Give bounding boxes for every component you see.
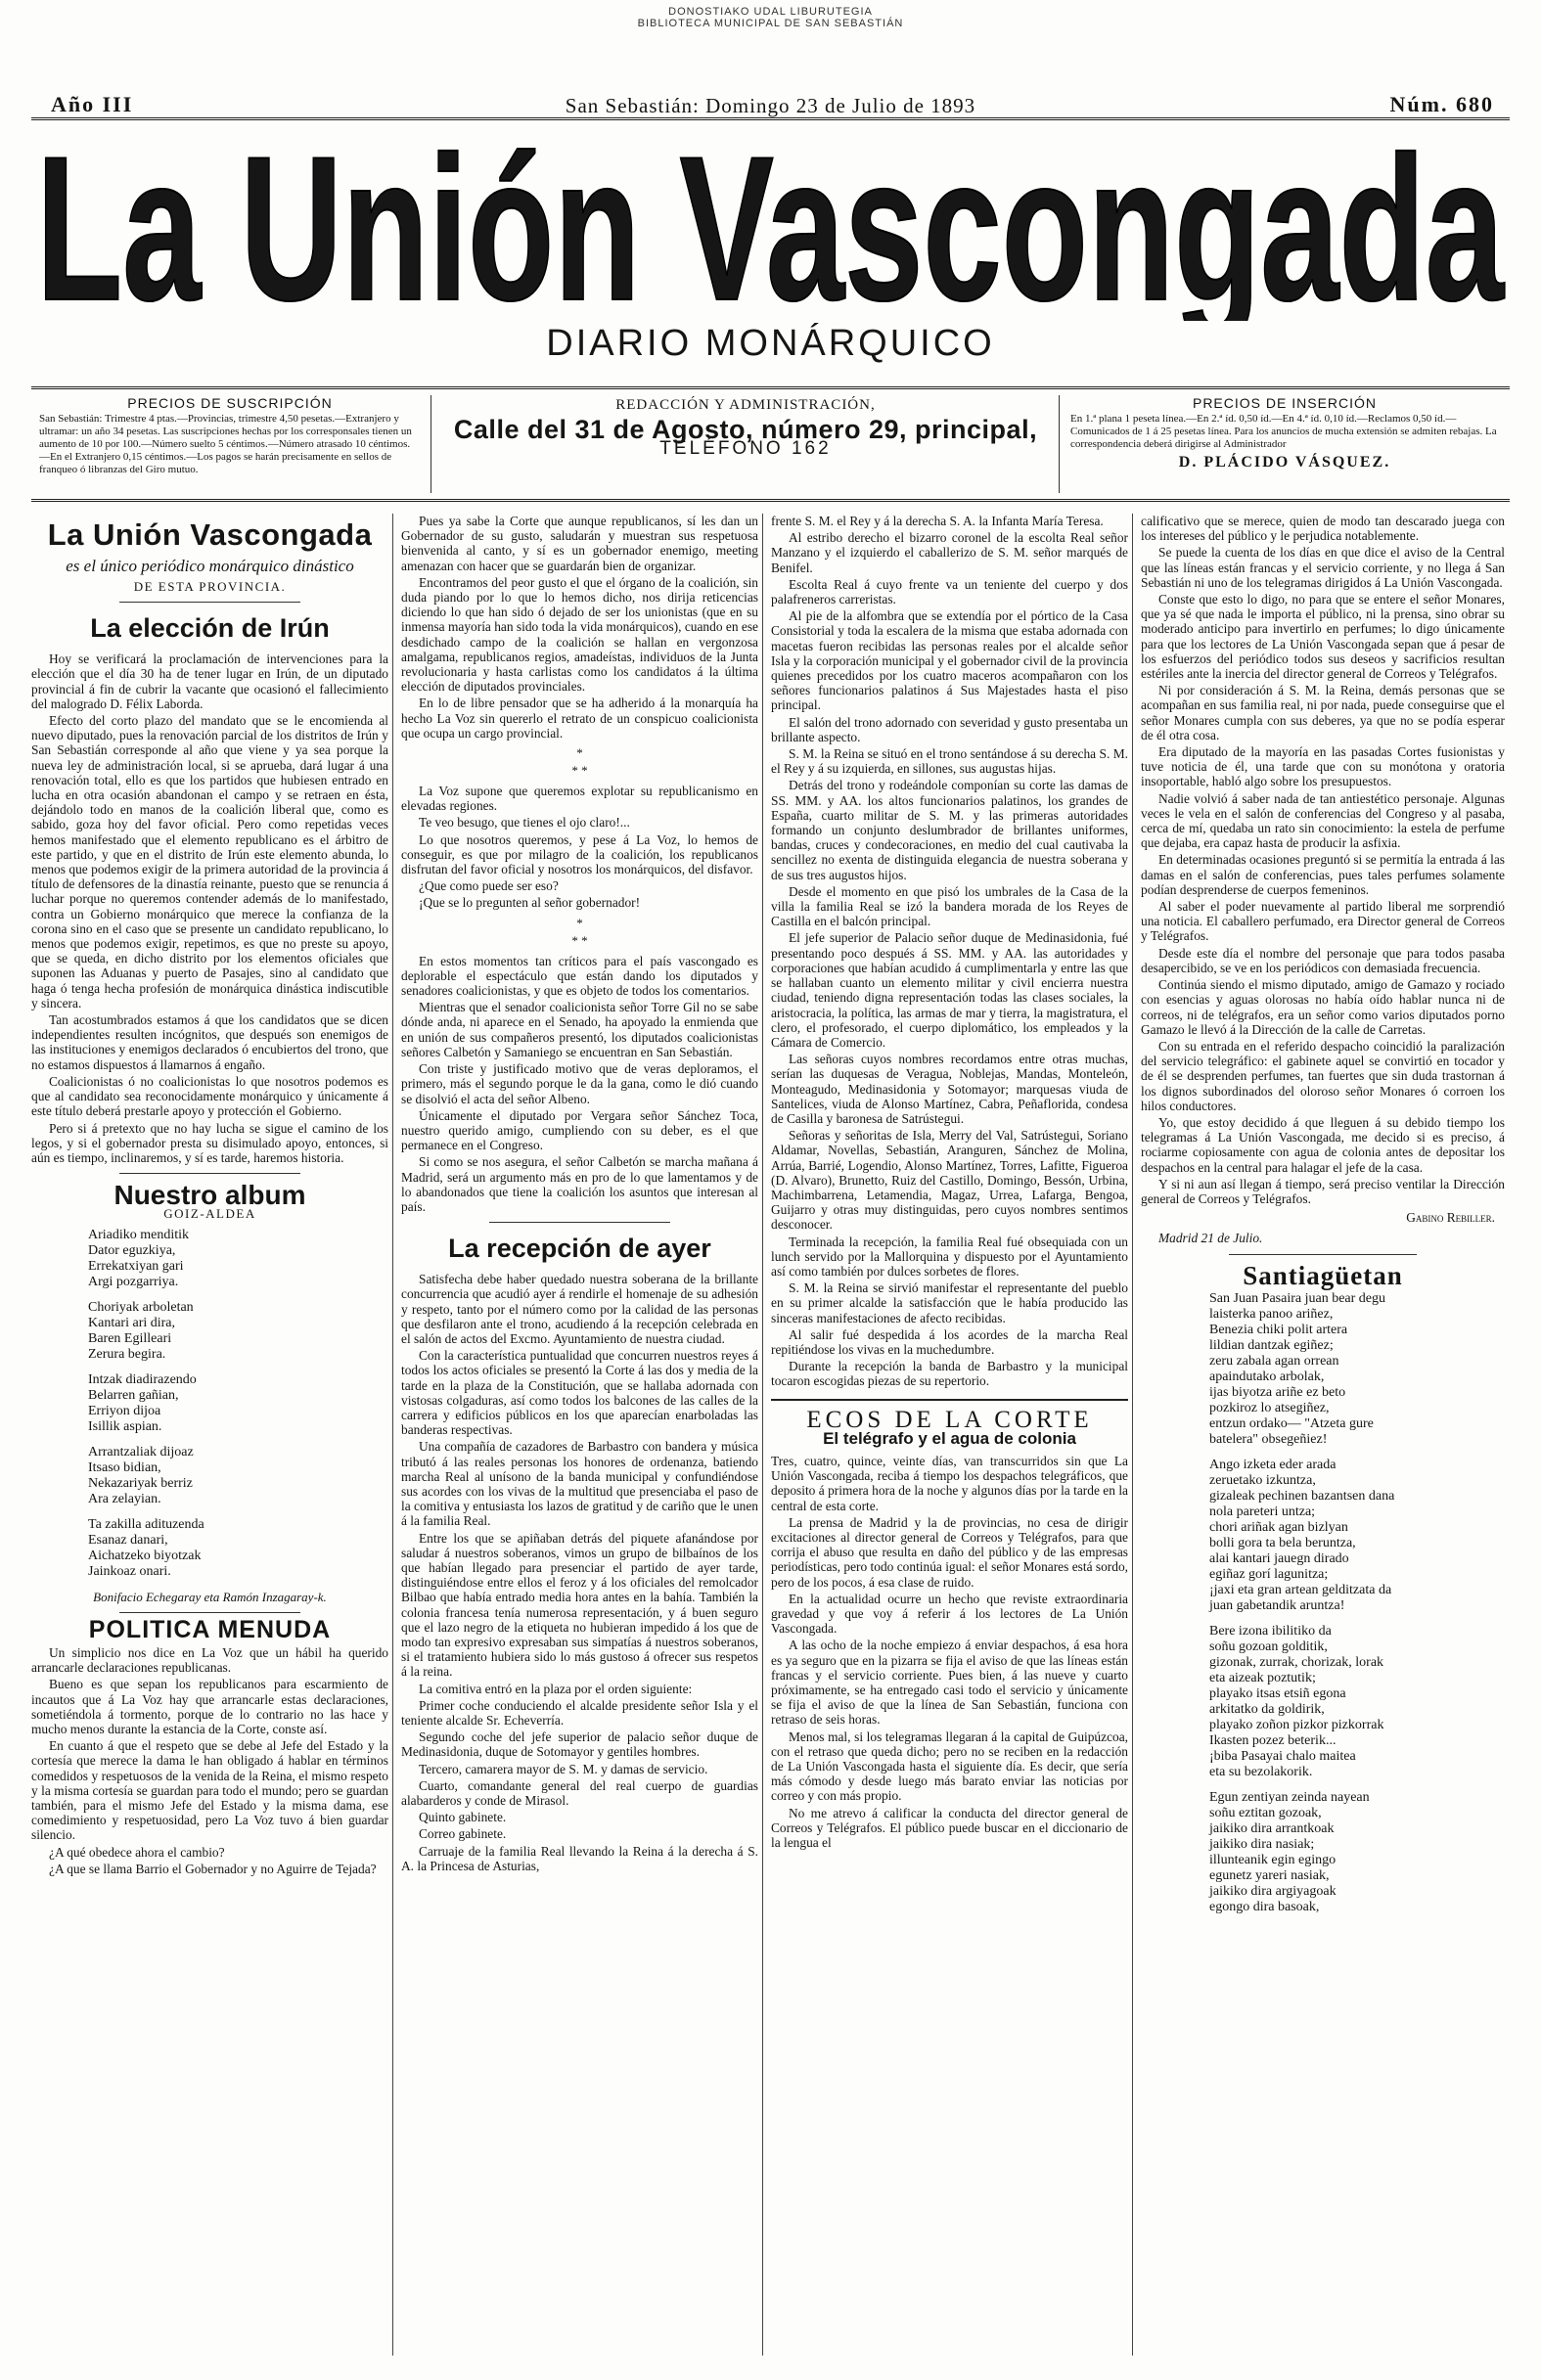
poem-line: egunetz yareri nasiak, bbox=[1209, 1867, 1330, 1883]
poem-line: Dator eguzkiya, bbox=[88, 1242, 176, 1258]
administration-phone: TELÉFONO 162 bbox=[659, 438, 832, 459]
paragraph: En determinadas ocasiones preguntó si se permitía la entrada á las damas en el salón de conferencias, pues tales perfumes solamente podían desprenderse de cuerpos femeninos. bbox=[1141, 852, 1505, 897]
poem-line: zeruetako izkuntza, bbox=[1209, 1472, 1316, 1488]
paragraph: Pues ya sabe la Corte que aunque republicanos, sí les dan un Gobernador de su gusto, saludarán y muestran sus respetuosa bienvenida al canto, y sí es un gobernador enemigo, meeting amenazan con hacer que se guardarán bien de organizar. bbox=[401, 514, 758, 573]
divider bbox=[119, 1612, 300, 1613]
paragraph: A las ocho de la noche empiezo á enviar despachos, á esa hora es ya seguro que en la pizarra se fija el aviso de que las líneas están francas y el servicio corriente. Pues bien, á las nueve y cuarto próximamente, se ha entregado casi todo el servicio y únicamente se fija el aviso de que la línea de San Sebastián, funciona con retraso de seis horas. bbox=[771, 1638, 1128, 1728]
poem-line: Choriyak arboletan bbox=[88, 1299, 194, 1315]
article-telegrafo-continued bbox=[1141, 514, 1505, 1206]
administration-heading: REDACCIÓN Y ADMINISTRACIÓN, bbox=[615, 397, 876, 413]
paragraph: Señoras y señoritas de Isla, Merry del Val, Satrústegui, Soriano Aldamar, Novellas, Sebastián, Aranguren, Sánchez de Molina, Arrúa, Barrié, Logendio, Alonso Martínez, Torres, Lafitte, Figueroa (D. Alvaro), Brunetto, Ruiz del Castillo, Domingo, Bessón, Urbina, Machimbarrena, Letamendia, Magaz, Urrea, Lafarga, Bengoa, Guijarro y otras muy distinguidas, pero cuyos nombres sentimos desconocer. bbox=[771, 1128, 1128, 1233]
article-politica-continued bbox=[401, 514, 758, 741]
insertion-text: En 1.ª plana 1 peseta línea.—En 2.ª íd. 0,50 íd.—En 4.ª íd. 0,10 íd.—Reclamos 0,50 íd.—Comunicados de 1 á 25 pesetas línea. Para los anuncios de mucha extensión se admiten rebajas. La correspondencia deberá dirigirse al Administrador bbox=[1070, 413, 1497, 450]
paragraph: En la actualidad ocurre un hecho que reviste extraordinaria gravedad y que voy á referir á los lectores de La Unión Vascongada. bbox=[771, 1591, 1128, 1637]
paragraph: Hoy se verificará la proclamación de intervenciones para la elección que el día 30 ha de tener lugar en Irún, de un diputado provincial á fin de cubrir la vacante que ocasionó el fallecimiento del malogrado D. Félix Laborda. bbox=[31, 651, 388, 711]
poem-line: Zerura begira. bbox=[88, 1346, 166, 1362]
poem-stanza bbox=[1209, 1624, 1505, 1780]
subscription-text: San Sebastián: Trimestre 4 ptas.—Provincias, trimestre 4,50 pesetas.—Extranjero y ultramar: un año 34 pesetas. Las suscripciones hechas por los corresponsales tienen un aumento de 10 por 100.—Número suelto 5 céntimos.—Número atrasado 10 céntimos.—En el Extranjero 0,15 céntimos.—Los pagos se harán precisamente en sellos de franqueo ó libranzas del Giro mutuo. bbox=[39, 413, 412, 475]
column-2 bbox=[401, 514, 758, 2356]
paragraph: Tan acostumbrados estamos á que los candidatos que se dicen independientes resulten incógnitos, que después son enemigos de las instituciones y enemigos declarados ó encubiertos del trono, que no estamos dispuestos á llamarnos á engaño. bbox=[31, 1012, 388, 1072]
divider bbox=[489, 1222, 670, 1223]
paragraph: Se puede la cuenta de los días en que dice el aviso de la Central que las líneas están francas y el servicio corriente, y no llega á San Sebastián ni uno de los telegramas dirigidos á La Unión Vascongada. bbox=[1141, 545, 1505, 590]
paragraph: Con la característica puntualidad que concurren nuestros reyes á todos los actos oficiales se presentó la Corte á las dos y media de la tarde en la plaza de la Constitución, que se hallaba adornada con vistosas colgaduras, así como todos los balcones de las calles de la carrera y edificios públicos en los que aparecían enarboladas las banderas respectivas. bbox=[401, 1348, 758, 1438]
paragraph: ¿Que como puede ser eso? bbox=[419, 878, 559, 894]
poem-stanza bbox=[88, 1372, 388, 1435]
paragraph: Desde el momento en que pisó los umbrales de la Casa de la villa la familia Real se izó la bandera morada de los Reyes de Castilla en el balcón principal. bbox=[771, 883, 1128, 929]
paragraph: Detrás del trono y rodeándole componían su corte las damas de SS. MM. y AA. los altos funcionarios palatinos, los grandes de España, cuarto militar de S. M. y las primeras autoridades formando un conjunto deslumbrador de brillantes uniformes, bandas, cruces y condecoraciones, en medio del cual cautivaba la sencillez no exenta de distinguida elegancia de nuestra soberana y de sus tres augustos hijos. bbox=[771, 778, 1128, 882]
article-politica-continued-2 bbox=[401, 784, 758, 911]
poem-line: pozkiroz lo atsegiñez, bbox=[1209, 1400, 1330, 1415]
paragraph: Con su entrada en el referido despacho coincidió la paralización del servicio telegráfico: el gabinete aquel se convirtió en tocador y de él se desprenden perfumes, tan fuertes que sin duda trastornan á los dignos subordinados del oloroso señor Monares ó corroen los hilos conductores. bbox=[1141, 1038, 1505, 1113]
insertion-agent: D. PLÁCIDO VÁSQUEZ. bbox=[1178, 454, 1391, 471]
paragraph: La Voz supone que queremos explotar su republicanismo en elevadas regiones. bbox=[401, 784, 758, 814]
poem-stanza bbox=[88, 1228, 388, 1290]
poem-line: playako zoñon pizkor pizkorrak bbox=[1209, 1717, 1384, 1732]
paragraph: ¿A qué obedece ahora el cambio? bbox=[49, 1844, 225, 1860]
poem-line: ¡jaxi eta gran artean gelditzata da bbox=[1209, 1582, 1392, 1597]
paragraph: ¡Que se lo pregunten al señor gobernador! bbox=[419, 895, 641, 911]
poem-line: egiñaz gorí lagunitza; bbox=[1209, 1566, 1329, 1582]
divider bbox=[119, 1173, 300, 1174]
poem-line: bolli gora ta bela beruntza, bbox=[1209, 1535, 1356, 1550]
paragraph: Quinto gabinete. bbox=[419, 1810, 507, 1825]
paragraph: Si como se nos asegura, el señor Calbetón se marcha mañana á Madrid, será un argumento más en pro de lo que lamentamos y de lo abandonados que tiene la coalición los asuntos que interesan al país. bbox=[401, 1154, 758, 1214]
poem-album bbox=[31, 1228, 388, 1580]
poem-line: Ango izketa eder arada bbox=[1209, 1457, 1337, 1472]
paragraph: Tercero, camarera mayor de S. M. y damas de servicio. bbox=[419, 1761, 708, 1776]
info-divider bbox=[1059, 395, 1060, 493]
column-rule bbox=[392, 514, 393, 2356]
subscription-heading: PRECIOS DE SUSCRIPCIÓN bbox=[127, 395, 333, 411]
divider bbox=[771, 1399, 1128, 1401]
paragraph: Al pie de la alfombra que se extendía por el pórtico de la Casa Consistorial y toda la escalera de la misma que estaba adornada con macetas fueron recibidas las personas reales por el alcalde señor Isla y la corporación municipal y el gobernador civil de la provincia quienes precedidos por los cuatro maceros acompañaron con los señores funcionarios palatinos á Sus Majestades hasta el piso principal. bbox=[771, 608, 1128, 713]
divider bbox=[119, 602, 300, 603]
poem-line: Intzak diadirazendo bbox=[88, 1371, 197, 1387]
poem-line: Itsaso bidian, bbox=[88, 1459, 161, 1475]
article-telegrafo-body bbox=[771, 1454, 1128, 1850]
paragraph: La prensa de Madrid y la de provincias, no cesa de dirigir excitaciones al director general de Correos y Telégrafos, para que corrija el abuso que resulta en daño del público y de las empresas periodísticas, pero todo continúa igual: el señor Monares está sordo, pero de los pocos, á esa clase de ruido. bbox=[771, 1514, 1128, 1590]
paragraph: En lo de libre pensador que se ha adherido á la monarquía ha hecho La Voz sin quererlo el retrato de un conspicuo coalicionista que ocupa un cargo provincial. bbox=[401, 696, 758, 741]
poem-line: Isillik aspian. bbox=[88, 1418, 162, 1434]
poem-line: playako itsas etsiñ egona bbox=[1209, 1685, 1346, 1701]
section-stars: * * * bbox=[571, 915, 588, 948]
paragraph: Era diputado de la mayoría en las pasadas Cortes fusionistas y tuve noticia de él, una tarde que con su monótona y oratoria insoportable, habló algo sobre los presupuestos. bbox=[1141, 744, 1505, 789]
paragraph: En estos momentos tan críticos para el país vascongado es deplorable el espectáculo que están dando los diputados y senadores coalicionistas, y que es objeto de todos los comentarios. bbox=[401, 953, 758, 999]
poem-line: Kantari ari dira, bbox=[88, 1315, 176, 1330]
poem-title-santiaguetan: Santiagüetan bbox=[1243, 1260, 1403, 1290]
poem-stanza bbox=[1209, 1790, 1505, 1915]
paragraph: El jefe superior de Palacio señor duque de Medinasidonia, fué presentando poco después á SS. MM. y AA. las autoridades y corporaciones que habían acudido á cumplimentarla y entre las que se hallaban cuanto un elemento militar y civil encierra nuestra ciudad, teniendo digna representación todas las clases sociales, la aristocracia, la política, las armas de mar y tierra, la magistratura, el clero, el profesorado, el cuerpo diplomático, los empleados y la Cámara de Comercio. bbox=[771, 930, 1128, 1050]
paragraph: Y si ni aun así llegan á tiempo, será preciso ventilar la Dirección general de Correos y Telégrafos. bbox=[1141, 1176, 1505, 1206]
banner-subtitle: es el único periódico monárquico dinástico bbox=[66, 557, 354, 575]
article-reception-body bbox=[401, 1272, 758, 1873]
paragraph: Yo, que estoy decidido á que lleguen á su debido tiempo los telegramas á La Unión Vascongada, me decido si es preciso, á rociarme copiosamente con agua de colonia antes de depositar los despachos en la central para halagar el jefe de la casa. bbox=[1141, 1114, 1505, 1175]
poem-line: Arrantzaliak dijoaz bbox=[88, 1444, 194, 1459]
administration-address: Calle del 31 de Agosto, número 29, principal, bbox=[453, 415, 1038, 444]
poem-line: zeru zabala agan orrean bbox=[1209, 1353, 1339, 1369]
poem-santiaguetan bbox=[1141, 1291, 1505, 1915]
poem-line: chori ariñak agan bizlyan bbox=[1209, 1519, 1348, 1535]
paragraph: S. M. la Reina se situó en el trono sentándose á su derecha S. M. el Rey y á su izquierda, en sillones, sus augustas hijas. bbox=[771, 746, 1128, 777]
paragraph: Coalicionistas ó no coalicionistas lo que nosotros podemos es que al candidato sea reconocidamente monárquico y únicamente á este título deberá prestarle apoyo y protección el Gobierno. bbox=[31, 1073, 388, 1119]
poem-line: jaikiko dira argiyagoak bbox=[1209, 1883, 1337, 1899]
banner-caps: DE ESTA PROVINCIA. bbox=[133, 579, 287, 594]
paragraph: Efecto del corto plazo del mandato que se le encomienda al nuevo diputado, pues la renovación parcial de los distritos de Irún y San Sebastián corresponde al año que viene y ya sea porque la nueva ley de administración local, si se aprueba, dará lugar á una renovación total, ello es que los partidos que hubiesen entrado en lucha en otra ocasión abandonan el campo y se retraen en ésta, dejándolo todo en manos de la coalición liberal que, como es sabido, goza hoy del favor oficial. Pero como repetidas veces hemos manifestado que el elemento republicano es el árbitro de este partido, y que en el distrito de Irún este elemento abunda, lo menos que podemos exigir de la primera autoridad de la provincia á título de defensores de la dinastía reinante, puesto que se renuncia á luchar porque no queremos contender además de lo manifestado, contra un Gobierno monárquico que merece la confianza de la corona sino en el caso que se presente un candidato republicano, lo menos que podemos exigir, repetimos, es que no preste su apoyo, que se queda, en dicho distrito por los elementos oficiales que suponen las Aduanas y puerto de Pasajes, sino al candidato que haga ó tenga hecha profesión de monárquica dinástica indiscutible y sincera. bbox=[31, 713, 388, 1010]
poem-line: eta aizeak poztutik; bbox=[1209, 1670, 1316, 1685]
masthead-title: La Unión Vascongada bbox=[36, 125, 1506, 321]
column-rule bbox=[762, 514, 763, 2356]
library-stamp bbox=[0, 6, 1541, 29]
insertion-box bbox=[1070, 397, 1499, 469]
paragraph: Las señoras cuyos nombres recordamos entre otras muchas, serían las duquesas de Veragua, Noblejas, Mandas, Monteleón, Monteagudo, Medinasidonia y Sotomayor; marquesas viuda de Santelices, viuda de Alonso Martínez, Cabra, Peñaflorida, condesa de Casilla y baronesa de Satrústegui. bbox=[771, 1052, 1128, 1126]
poem-line: Egun zentiyan zeinda nayean bbox=[1209, 1789, 1370, 1805]
paragraph: Segundo coche del jefe superior de palacio señor duque de Medinasidonia, duque de Sotomayor y gentiles hombres. bbox=[401, 1729, 758, 1760]
poem-line: soñu gozoan golditik, bbox=[1209, 1639, 1328, 1654]
paragraph: Encontramos del peor gusto el que el órgano de la coalición, sin duda piando por lo que lo hemos dicho, nos dirija reticencias diciendo lo que han sido ó dejado de ser los unionistas (que en su inmensa mayoría han sido toda la vida monárquicos), cuando en ese desdichado campo de la coalición se hallan en vergonzosa amalgama, republicanos regios, amadeístas, individuos de la Junta revolucionaria y hasta carlistas como los candidatos á la última elección de diputados provinciales. bbox=[401, 574, 758, 695]
poem-line: Bere izona ibilitiko da bbox=[1209, 1623, 1332, 1639]
article-politica-continued-3 bbox=[401, 954, 758, 1214]
insertion-heading: PRECIOS DE INSERCIÓN bbox=[1192, 395, 1378, 411]
poem-signature: Bonifacio Echegaray eta Ramón Inzagaray-k. bbox=[93, 1589, 327, 1604]
article-dateline: Madrid 21 de Julio. bbox=[1158, 1231, 1263, 1246]
paragraph: Con triste y justificado motivo que de veras deploramos, el primero, más el segundo porque le da la gana, como le dió cuando se disolvió el acta del señor Albeno. bbox=[401, 1061, 758, 1106]
section-title-ecos: ECOS DE LA CORTE bbox=[806, 1406, 1093, 1433]
paragraph: Primer coche conduciendo el alcalde presidente señor Isla y el teniente alcalde Sr. Echeverría. bbox=[401, 1697, 758, 1729]
poem-line: entzun ordako— "Atzeta gure bbox=[1209, 1415, 1374, 1431]
paragraph: Mientras que el senador coalicionista señor Torre Gil no se sabe dónde anda, ni aparece en el Senado, ha apoyado la enmienda que en unión de sus compañeros presentó, los diputados coalicionistas señores Calbetón y Samaniego se encuentran en San Sebastián. bbox=[401, 1000, 758, 1059]
album-title: Nuestro album bbox=[113, 1180, 306, 1211]
poem-line: Jainkoaz onari. bbox=[88, 1563, 171, 1579]
library-stamp-line: DONOSTIAKO UDAL LIBURUTEGIA bbox=[668, 6, 873, 18]
poem-line: Benezia chiki polit artera bbox=[1209, 1322, 1348, 1337]
paragraph: Nadie volvió á saber nada de tan antiestético personaje. Algunas veces le vela en el salón de conferencias del Congreso y al pasaba, cerca de mí, quedaba un rato sin conocimiento: la estela de perfume que dejaba, era capaz hasta de producir la asfixia. bbox=[1141, 790, 1505, 851]
poem-line: gizonak, zurrak, chorizak, lorak bbox=[1209, 1654, 1384, 1670]
poem-line: Nekazariyak berriz bbox=[88, 1475, 193, 1491]
poem-line: Argi pozgarriya. bbox=[88, 1274, 179, 1289]
paragraph: frente S. M. el Rey y á la derecha S. A. la Infanta María Teresa. bbox=[771, 514, 1104, 528]
paragraph: Pero si á pretexto que no hay lucha se sigue el camino de los legos, y si el gobernador presta su disimulado apoyo, entonces, si aún es tiempo, inclinaremos, y sí es tarde, haremos historia. bbox=[31, 1120, 388, 1165]
poem-line: Ara zelayian. bbox=[88, 1491, 161, 1506]
paragraph: Satisfecha debe haber quedado nuestra soberana de la brillante concurrencia que acudió ayer á rendirle el homenaje de su adhesión y respeto, tanto por el número como por la calidad de las personas que desfilaron ante el trono, acudiendo á la recepción celebrada en el salón de actos del Excmo. Ayuntamiento de nuestra ciudad. bbox=[401, 1272, 758, 1346]
subscription-box bbox=[39, 397, 421, 476]
article-title-reception: La recepción de ayer bbox=[448, 1234, 711, 1264]
poem-line: laisterka panoo ariñez, bbox=[1209, 1306, 1334, 1322]
poem-line: apaindutako arbolak, bbox=[1209, 1369, 1325, 1384]
paragraph: Al salir fué despedida á los acordes de la marcha Real repitiéndose los vivas en la muchedumbre. bbox=[771, 1326, 1128, 1357]
article-title-election: La elección de Irún bbox=[90, 613, 330, 644]
poem-stanza bbox=[1209, 1291, 1505, 1448]
paragraph: Conste que esto lo digo, no para que se entere el señor Monares, que ya sé que nada le importa el público, ni la prensa, sino obrar su moderado anticipo para invertirlo en perfumes; lo digo únicamente para que los lectores de La Unión Vascongada sepan que á pesar de los esfuerzos del periódico todos sus deseos y sacrificios resultan estériles ante la inercia del director general de Correos y Telégrafos. bbox=[1141, 592, 1505, 682]
poem-line: juan gabetandik aruntza! bbox=[1209, 1597, 1345, 1613]
poem-line: Ta zakilla adituzenda bbox=[88, 1516, 204, 1532]
paragraph: Carruaje de la familia Real llevando la Reina á la derecha á S. A. la Princesa de Asturias, bbox=[401, 1843, 758, 1873]
paragraph: La comitiva entró en la plaza por el orden siguiente: bbox=[419, 1681, 693, 1696]
poem-line: jaikiko dira arrantkoak bbox=[1209, 1820, 1335, 1836]
poem-line: Erriyon dijoa bbox=[88, 1403, 161, 1418]
poem-stanza bbox=[88, 1300, 388, 1363]
library-stamp-line: BIBLIOTECA MUNICIPAL DE SAN SEBASTIÁN bbox=[637, 18, 904, 29]
place-date: San Sebastián: Domingo 23 de Julio de 1893 bbox=[565, 94, 976, 117]
poem-stanza bbox=[88, 1445, 388, 1507]
poem-line: ijas biyotza ariñe ez beto bbox=[1209, 1384, 1346, 1400]
paragraph: Continúa siendo el mismo diputado, amigo de Gamazo y rociado con esencias y aguas olorosas no había oído hablar nunca ni de correos, ni de telégrafos, era un señor como varios diputados porno Gamazo le llevó á la Dirección de la calle de Carretas. bbox=[1141, 977, 1505, 1037]
poem-line: Belarren gañian, bbox=[88, 1387, 179, 1403]
poem-line: Ikasten pozez beterik... bbox=[1209, 1732, 1337, 1748]
paragraph: Terminada la recepción, la familia Real fué obsequiada con un lunch servido por la Mallorquina y dispuesto por el Ayuntamiento así como también por dulces sorbetes de flores. bbox=[771, 1234, 1128, 1279]
poem-line: gizaleak pechinen bazantsen dana bbox=[1209, 1488, 1395, 1504]
article-title-telegrafo: El telégrafo y el agua de colonia bbox=[823, 1428, 1076, 1448]
paragraph: calificativo que se merece, quien de modo tan descarado juega con los intereses del público y le perjudica notablemente. bbox=[1141, 514, 1505, 544]
poem-stanza bbox=[1209, 1458, 1505, 1614]
article-politica-body bbox=[31, 1645, 388, 1876]
masthead-title-graphic bbox=[29, 125, 1512, 321]
paragraph: Ni por consideración á S. M. la Reina, demás personas que se acompañan en sus familia real, ni por nada, puede conseguirse que el señor Monares cumpla con sus deberes, ya que no se podía esperar de él otra cosa. bbox=[1141, 683, 1505, 742]
poem-line: batelera" obsegeñiez! bbox=[1209, 1431, 1328, 1447]
paragraph: Entre los que se apiñaban detrás del piquete afanándose por saludar á nuestros soberanos, vimos un grupo de bilbaínos de los que habían llegado para presenciar el partido de ayer tarde, distinguiéndose entre ellos el feroz y á los oficiales del remolcador Bilbao que había entrado media hora antes en la bahía. También la colonia francesa tenía numerosa representación, y á buen seguro que el lazo negro de la etiqueta no hubieran impedido á los que de modo tan expresivo expresaban sus simpatías á nuestros soberanos, si el tratamiento hubiera sido lo más gustoso á ofrecer sus respetos á la reina. bbox=[401, 1530, 758, 1680]
article-signature: Gabino Rebiller. bbox=[1406, 1210, 1495, 1226]
poem-line: nola pareteri untza; bbox=[1209, 1504, 1316, 1519]
article-reception-continued bbox=[771, 514, 1128, 1389]
paragraph: Te veo besugo, que tienes el ojo claro!... bbox=[419, 815, 630, 831]
paragraph: Únicamente el diputado por Vergara señor Sánchez Toca, nuestro querido amigo, cumpliendo con su deber, es el que permanece en el Congreso. bbox=[401, 1107, 758, 1153]
column-3 bbox=[771, 514, 1128, 2356]
divider bbox=[1229, 1254, 1417, 1255]
paragraph: Bueno es que sepan los republicanos para escarmiento de incautos que á La Voz hay que arrancarle estas declaraciones, sometiéndola á tormento, porque de lo contrario no las hace y mucho menos durante la estancia de la Corte, conste así. bbox=[31, 1677, 388, 1736]
paragraph: El salón del trono adornado con severidad y gusto presentaba un brillante aspecto. bbox=[771, 714, 1128, 744]
paragraph: Correo gabinete. bbox=[419, 1826, 507, 1842]
paragraph: Escolta Real á cuyo frente va un teniente del cuerpo y dos palafreneros carreristas. bbox=[771, 576, 1128, 607]
paragraph: Menos mal, si los telegramas llegaran á la capital de Guipúzcoa, con el retraso que queda dicho; pero no se reciben en la redacción de La Unión Vascongada hasta el siguiente día. Es decir, que sería más cómodo y desde luego más barato enviar las noticias por correo y con más propio. bbox=[771, 1729, 1128, 1804]
poem-line: lildian dantzak egiñez; bbox=[1209, 1337, 1334, 1353]
poem-line: Esanaz danari, bbox=[88, 1532, 168, 1548]
dateline-bar bbox=[31, 88, 1510, 120]
column-4 bbox=[1141, 514, 1505, 2356]
paragraph: Una compañía de cazadores de Barbastro con bandera y música tributó á las reales personas los honores de ordenanza, batiendo marcha Real al unísono de la banda municipal y confundiéndose sus acordes con los vivas de la multitud que presenciaba el paso de la comitiva y entusiasta los lazos de gratitud y de cariño que le unen á la familia Real. bbox=[401, 1439, 758, 1529]
poem-title: GOIZ-ALDEA bbox=[163, 1206, 256, 1222]
poem-line: arkitatko da goldirik, bbox=[1209, 1701, 1325, 1717]
poem-line: Errekatxiyan gari bbox=[88, 1258, 184, 1274]
paragraph: No me atrevo á calificar la conducta del director general de Correos y Telégrafos. El público puede buscar en el diccionario de la lengua el bbox=[771, 1805, 1128, 1851]
paragraph: Desde este día el nombre del personaje que para todos pasaba desapercibido, se ve en los periódicos con demasiada frecuencia. bbox=[1141, 945, 1505, 975]
poem-line: eta su bezolakorik. bbox=[1209, 1764, 1313, 1779]
article-title-politica: POLITICA MENUDA bbox=[88, 1615, 332, 1643]
poem-line: Baren Egilleari bbox=[88, 1330, 172, 1346]
paragraph: ¿A que se llama Barrio el Gobernador y no Aguirre de Tejada? bbox=[49, 1861, 377, 1876]
poem-line: ¡biba Pasayai chalo maitea bbox=[1209, 1748, 1356, 1764]
paragraph: Al estribo derecho el bizarro coronel de la escolta Real señor Manzano y el izquierdo el caballerizo de S. M. señor marqués de Benifel. bbox=[771, 530, 1128, 575]
year-label: Año III bbox=[51, 92, 134, 116]
poem-line: egongo dira basoak, bbox=[1209, 1899, 1320, 1914]
poem-line: alai kantari jauegn dirado bbox=[1209, 1550, 1349, 1566]
paragraph: En cuanto á que el respeto que se debe al Jefe del Estado y la cortesía que merece la dama le han obligado á hablar en términos comedidos y respetuosos de la venida de la Reina, el mismo respeto y la misma cortesía se guardan para todo el mundo; pero se guardan también, para el mismo Jefe del Estado y la misma dama, ese comedimiento y respetuosidad, pero La Voz tuvo á bien guardar silencio. bbox=[31, 1738, 388, 1843]
poem-stanza bbox=[88, 1517, 388, 1580]
issue-number: Núm. 680 bbox=[1389, 92, 1494, 116]
paragraph: Tres, cuatro, quince, veinte días, van transcurridos sin que La Unión Vascongada, reciba á tiempo los despachos telegráficos, que deposito á primera hora de la noche y algunos días por la tarde en la central de esta corte. bbox=[771, 1453, 1128, 1513]
paragraph: Cuarto, comandante general del real cuerpo de guardias alabarderos y conde de Mirasol. bbox=[401, 1777, 758, 1809]
paragraph: Durante la recepción la banda de Barbastro y la municipal tocaron escogidas piezas de su repertorio. bbox=[771, 1359, 1128, 1389]
masthead-subtitle: DIARIO MONÁRQUICO bbox=[546, 323, 995, 364]
administration-box bbox=[442, 397, 1049, 459]
poem-line: jaikiko dira nasiak; bbox=[1209, 1836, 1315, 1852]
paragraph: S. M. la Reina se sirvió manifestar el representante del pueblo en su primer alcalde la satisfacción que le había producido las sinceras manifestaciones de afecto recibidas. bbox=[771, 1280, 1128, 1325]
poem-line: San Juan Pasaira juan bear degu bbox=[1209, 1290, 1385, 1306]
column-rule bbox=[1132, 514, 1133, 2356]
paragraph: Al saber el poder nuevamente al partido liberal me sorprendió una noticia. El caballero perfumado, era Director general de Correos y Telégrafos. bbox=[1141, 899, 1505, 944]
paragraph: Lo que nosotros queremos, y pese á La Voz, lo hemos de conseguir, es que por milagro de la coalición, los republicanos disfrutan del favor oficial y nosotros los monárquicos, del disfavor. bbox=[401, 831, 758, 877]
poem-line: Aichatzeko biyotzak bbox=[88, 1548, 202, 1563]
banner-title: La Unión Vascongada bbox=[47, 517, 373, 552]
poem-line: Ariadiko menditik bbox=[88, 1227, 190, 1242]
info-bar bbox=[31, 386, 1510, 502]
article-election-body bbox=[31, 651, 388, 1165]
masthead bbox=[29, 125, 1512, 321]
poem-line: illunteanik egin egingo bbox=[1209, 1852, 1337, 1867]
paragraph: Un simplicio nos dice en La Voz que un hábil ha querido arrancarle declaraciones republicanas. bbox=[31, 1644, 388, 1676]
poem-line: soñu eztitan gozoak, bbox=[1209, 1805, 1322, 1820]
column-1 bbox=[31, 514, 388, 2356]
section-stars: * * * bbox=[571, 745, 588, 779]
